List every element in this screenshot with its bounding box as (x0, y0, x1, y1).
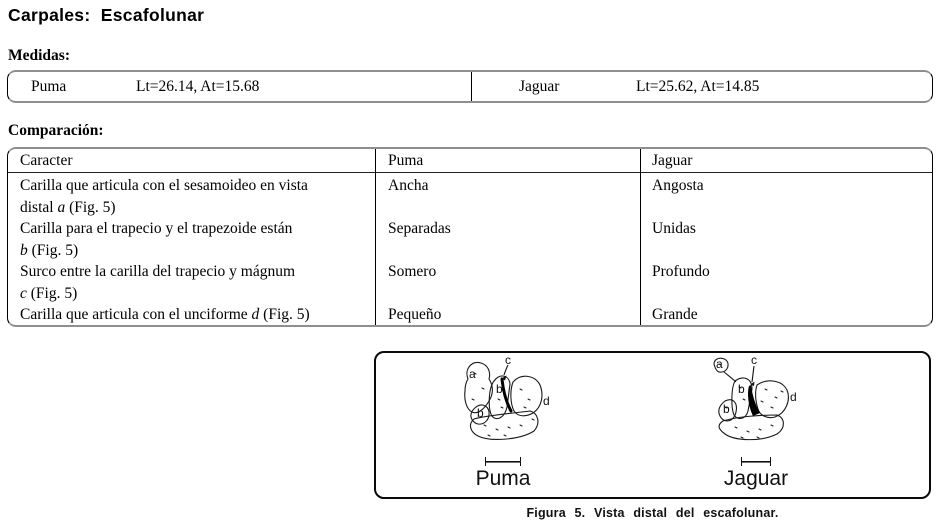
caracter-text: Surco entre la carilla del trapecio y mágnum (20, 263, 296, 280)
comparacion-table (7, 147, 933, 327)
jaguar-value: Angosta (652, 177, 704, 194)
jaguar-figure-group (691, 355, 821, 491)
fig-ref: (Fig. 5) (65, 198, 116, 216)
puma-figure-label: Puma (475, 467, 531, 490)
jaguar-value: Profundo (652, 263, 710, 280)
table-row (8, 175, 932, 218)
header-caracter: Caracter (20, 151, 73, 169)
page-title: Carpales: Escafolunar (8, 5, 205, 25)
puma-value: Pequeño (388, 306, 442, 323)
annotation-b: b (477, 406, 484, 420)
medidas-species-jaguar: Jaguar (519, 77, 560, 95)
annotation-b: b (496, 382, 503, 396)
comparacion-section-label: Comparación: (8, 122, 104, 139)
column-divider (640, 149, 641, 325)
annotation-c: c (751, 355, 757, 367)
bone-neck (724, 372, 736, 382)
caracter-text: Carilla que articula con el unciforme (20, 306, 252, 323)
figure-letter-ref: d (251, 306, 260, 323)
annotation-c: c (505, 355, 511, 367)
jaguar-figure-label: Jaguar (723, 467, 789, 490)
figure-letter-ref: c (20, 284, 27, 302)
medidas-measurement-puma: Lt=26.14, At=15.68 (136, 77, 260, 95)
jaguar-value: Grande (652, 306, 698, 323)
annotation-b: b (723, 402, 730, 416)
header-puma: Puma (388, 151, 424, 169)
caracter-text: Carilla que articula con el sesamoideo en vista (20, 177, 308, 194)
table-row (8, 261, 932, 304)
jaguar-bone-drawing (691, 355, 821, 455)
table-row (8, 218, 932, 261)
annotation-a: a (469, 367, 476, 381)
puma-value: Separadas (388, 220, 451, 237)
annotation-a: a (716, 357, 723, 371)
caracter-text: distal (20, 198, 58, 216)
annotation-b: b (738, 382, 745, 396)
figure-caption: Figura 5. Vista distal del escafolunar. (526, 506, 779, 520)
jaguar-value: Unidas (652, 220, 696, 237)
caracter-cell (8, 175, 375, 218)
scale-bar (485, 457, 521, 466)
figure-panel (374, 351, 931, 499)
medidas-species-puma: Puma (31, 77, 67, 95)
medidas-table (7, 70, 933, 103)
fig-ref: (Fig. 5) (259, 306, 310, 323)
medidas-section-label: Medidas: (8, 47, 70, 64)
table-header-row (8, 149, 932, 173)
header-jaguar: Jaguar (652, 151, 693, 169)
fig-ref: (Fig. 5) (27, 241, 79, 259)
medidas-cell-jaguar (472, 72, 932, 101)
annotation-d: d (790, 390, 797, 404)
column-divider (375, 149, 376, 325)
bone-distal-band (719, 415, 783, 440)
bone-lobe-d (511, 376, 542, 416)
figure-letter-ref: a (57, 198, 66, 216)
figure-letter-ref: b (20, 241, 28, 259)
groove-wedge (748, 385, 760, 416)
fig-ref: (Fig. 5) (26, 284, 78, 302)
puma-value: Ancha (388, 177, 429, 194)
annotation-d: d (543, 394, 550, 408)
bone-lobe-d (756, 381, 789, 418)
caracter-cell (8, 304, 375, 326)
medidas-cell-puma (8, 72, 472, 101)
scale-bar (741, 457, 771, 466)
puma-value: Somero (388, 263, 437, 280)
caracter-cell (8, 218, 375, 261)
caracter-cell (8, 261, 375, 304)
caracter-text: Carilla para el trapecio y el trapezoide están (20, 220, 293, 237)
puma-figure-group (438, 355, 568, 491)
puma-bone-drawing (438, 355, 568, 455)
table-body (8, 173, 932, 326)
table-row (8, 304, 932, 326)
c-line (752, 366, 754, 382)
medidas-measurement-jaguar: Lt=25.62, At=14.85 (636, 77, 760, 95)
